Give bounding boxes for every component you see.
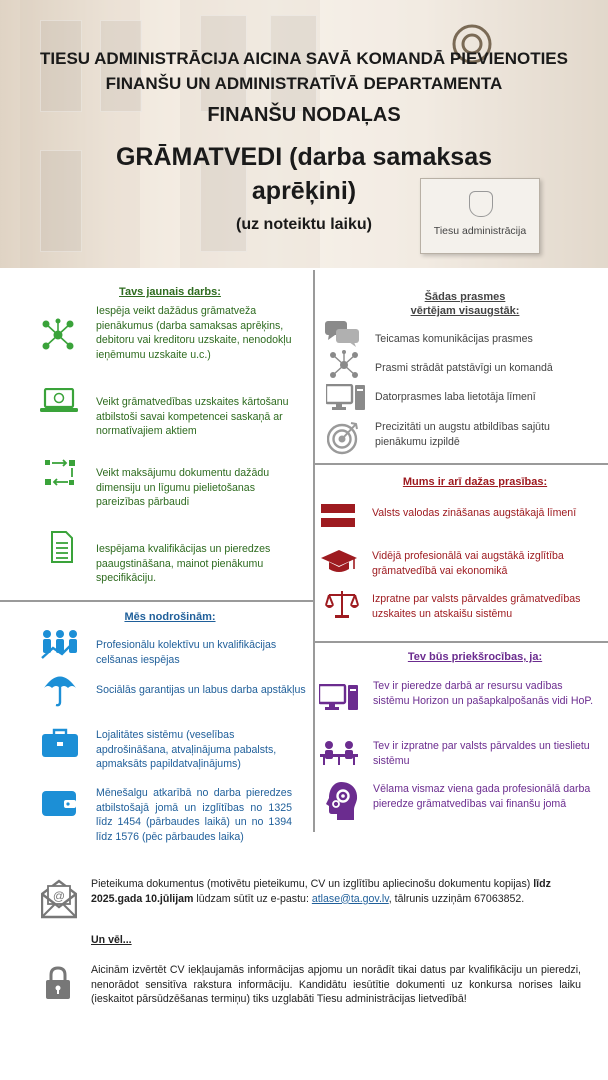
application-text-1: Pieteikuma dokumentus (motivētu pieteikumu, CV un izglītību apliecinošu dokumentu kopijas) <box>91 878 531 890</box>
computer-icon <box>326 384 366 412</box>
new-job-item-4: Iespējama kvalifikācijas un pieredzes paaugstināšana, mainot pienākumu specifikāciju. <box>96 543 271 585</box>
requirement-item-1: Valsts valodas zināšanas augstākajā līmenī <box>372 507 577 519</box>
briefcase-icon <box>42 728 78 758</box>
column-divider <box>313 270 315 832</box>
document-icon <box>50 531 74 563</box>
section-title-skills <box>390 290 540 318</box>
job-title: GRĀMATVEDI (darba samaksas aprēķini) <box>115 143 493 205</box>
section-title-advantage: Tev būs priekšrocības, ja: <box>407 651 543 663</box>
section-title-requirements: Mums ir arī dažas prasības: <box>402 476 548 488</box>
advantage-item-3: Vēlama vismaz viena gada profesionālā darba pieredze grāmatvedības vai finanšu jomā <box>373 783 591 810</box>
new-job-item-2: Veikt grāmatvedības uzskaites kārtošanu atbilstoši savai kompetencei saskaņā ar normatīvajiem aktiem <box>96 396 289 438</box>
skills-title-line-2: vērtējam visaugstāk: <box>410 305 520 317</box>
flag-icon <box>321 504 355 528</box>
provide-item-3: Lojalitātes sistēmu (veselības apdrošināšana, atvaļinājuma pabalsts, apmaksāts papildatvaļinājums) <box>96 729 277 771</box>
skills-item-4: Precizitāti un augstu atbildības sajūtu pienākumu izpildē <box>375 421 550 448</box>
provide-item-4: Mēnešalgu atkarībā no darba pieredzes atbilstošajā jomā un izglītības no 1325 līdz 1454 (pārbaudes laikā) un no 1394 līdz 1576 (pēc pārbaudes laika) <box>96 787 292 843</box>
network-icon <box>40 318 76 352</box>
job-term: (uz noteiktu laiku) <box>236 216 372 233</box>
chat-icon <box>325 321 359 347</box>
section-title-new-job: Tavs jaunais darbs: <box>119 286 221 298</box>
application-deadline: līdz 2025.gada 10.jūlijam <box>91 878 551 905</box>
more-title: Un vēl... <box>91 934 132 946</box>
application-text-3: , tālrunis uzziņām <box>388 892 472 905</box>
advantage-item-1: Tev ir pieredze darbā ar resursu vadības sistēmu Horizon un pašapkalpošanās vidi HoP. <box>373 680 594 707</box>
section-divider <box>315 463 608 465</box>
padlock-icon <box>45 966 71 1000</box>
sign-text: Tiesu administrācija <box>433 225 527 237</box>
section-divider <box>315 641 608 643</box>
team-network-icon <box>328 350 360 380</box>
application-info <box>91 877 581 906</box>
skills-item-1: Teicamas komunikācijas prasmes <box>375 333 533 345</box>
more-text: Aicinām izvērtēt CV iekļaujamās informācijas apjomu un norādīt tikai datus par kvalifikāciju un pieredzi, nenorādot sensitīva rakstura informāciju. Kandidātu iesūtītie dokumenti uz konkursa norises laiku (ieskaitot pārsūdzēšanas termiņu) tiks uzglabāti Tiesu administrācijas lietvedībā! <box>91 964 581 1006</box>
skills-title-line-1: Šādas prasmes <box>424 291 506 303</box>
umbrella-icon <box>43 671 77 707</box>
skills-item-3: Datorprasmes laba lietotāja līmenī <box>375 391 536 403</box>
new-job-item-3: Veikt maksājumu dokumentu dažādu dimensiju un līgumu pielietošanas pareizības pārbaudi <box>96 467 270 509</box>
requirement-item-2: Vidējā profesionālā vai augstākā izglītība grāmatvedībā vai ekonomikā <box>372 550 564 577</box>
section-divider <box>0 600 313 602</box>
svg-text:@: @ <box>52 889 66 903</box>
application-phone: 67063852. <box>474 892 525 905</box>
skills-item-2: Prasmi strādāt patstāvīgi un komandā <box>375 362 553 374</box>
meeting-icon <box>320 740 358 766</box>
wallet-icon <box>42 789 76 817</box>
provide-item-2: Sociālās garantijas un labus darba apstākļus <box>96 684 306 696</box>
header-line-2: FINANŠU UN ADMINISTRATĪVĀ DEPARTAMENTA <box>105 74 503 93</box>
application-text-2: lūdzam sūtīt uz e-pastu: <box>196 892 309 905</box>
section-title-we-provide: Mēs nodrošinām: <box>124 611 216 623</box>
requirement-item-3: Izpratne par valsts pārvaldes grāmatvedības uzskaites un atskaišu sistēmu <box>372 593 581 620</box>
provide-item-1: Profesionālu kolektīvu un kvalifikācijas celšanas iespējas <box>96 639 277 666</box>
new-job-item-1: Iespēja veikt dažādus grāmatveža pienākumus (darba samaksas aprēķins, debitoru vai kreditoru uzskaite, nenodokļu ieņēmumu uzskaite u.c.) <box>96 305 292 361</box>
email-envelope-icon <box>41 879 77 919</box>
laptop-icon <box>40 388 78 414</box>
flow-arrows-icon <box>44 458 76 488</box>
graduation-cap-icon <box>320 549 358 575</box>
application-email-link[interactable]: atlase@ta.gov.lv <box>311 892 389 905</box>
scales-icon <box>325 589 359 619</box>
header-line-1: TIESU ADMINISTRĀCIJA AICINA SAVĀ KOMANDĀ PIEVIENOTIES <box>40 49 568 68</box>
advantage-item-2: Tev ir izpratne par valsts pārvaldes un tieslietu sistēmu <box>373 740 590 767</box>
header-banner <box>0 0 608 268</box>
workstation-icon <box>319 684 359 712</box>
growth-team-icon <box>40 628 80 662</box>
head-gears-icon <box>325 781 359 821</box>
target-icon <box>327 421 359 455</box>
header-line-3: FINANŠU NODAĻAS <box>207 104 401 126</box>
